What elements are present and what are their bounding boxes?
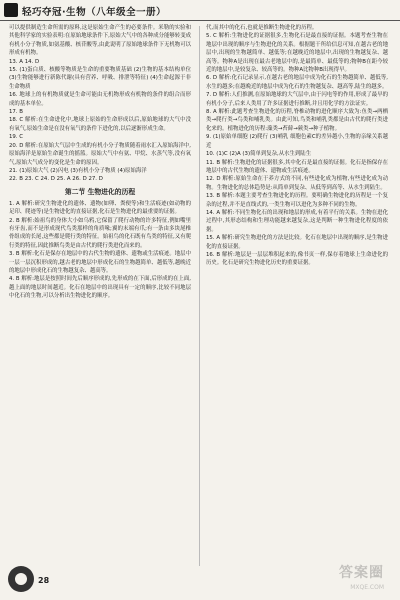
answer-paragraph: 13. A 14. D bbox=[9, 58, 40, 65]
watermark bbox=[298, 562, 394, 596]
answer-paragraph: 11. B 解析:生物进化的证据很多,其中化石是最直接的证据。化石是指保存在地层中的古代生物的遗体、遗物或生活痕迹。 bbox=[206, 159, 388, 174]
answer-paragraph: 代,而其中的化石,也就是推断生物进化的历程。 bbox=[206, 25, 318, 31]
book-title: 轻巧夺冠·生物（八年级全一册） bbox=[22, 7, 167, 18]
answer-paragraph: 16. B 解析:地层是一层层堆积起来的,像书页一样,保存着地球上生命进化的历史。化石是研究生物进化历史的重要证据。 bbox=[206, 251, 388, 267]
answer-paragraph: 5. C 解析:生物进化的证据很多,生物化石是最直接的证据。本题考查生物在地层中出现的顺序与生物进化的关系。根据题干所给信息可知,在越古老的地层中,出现的生物越简单、越低等;在越晚近的地层中,出现的生物越复杂、越高等。物种A是出现在最古老地层中的,是最简单、最低等的;物种B在距今较近的地层中,是较复杂、较高等的。物种A比物种B出现得早。 bbox=[206, 33, 388, 74]
answer-paragraph: 2. B 解析:始祖鸟的身体大小如乌鸦,它保留了爬行动物的许多特征,例如嘴里有牙齿,而不是形成现代鸟类那样的角质喙;翼的末端有爪;有一条由多块尾椎骨组成的长尾,这些都是爬行类的特征。始祖鸟的化石既有鸟类的特征,又有爬行类的特征,因此推断鸟类是由古代的爬行类进化而来的。 bbox=[9, 217, 191, 249]
answer-paragraph: 15. (1)蛋白质、核酸等物质是生命的重要物质基础 (2)生物的基本结构单位 (3)生物能够进行新陈代谢(具有营养、呼吸、排泄等特征) (4)生命起源于非生命物质 bbox=[9, 67, 191, 90]
answer-paragraph: 15. A 解析:研究生物进化的方法是比较。化石在地层中出现的顺序,是生物进化的直接证据。 bbox=[206, 235, 388, 250]
left-column bbox=[9, 24, 191, 568]
answer-paragraph: 16. 地球上的有机物质就是生命可能由无机物形成有机物的条件的组合而形成的基本单位。 bbox=[9, 92, 191, 107]
answer-paragraph: 7. D 解析:人们推测,在原始地球的大气层中,由于闪电等的作用,形成了最早的有机小分子,后来人类用了许多证据进行推断,并且用化学的方法证实。 bbox=[206, 92, 388, 107]
answer-paragraph: 10. (1)C (2)A (3)简单到复杂,从水生到陆生 bbox=[206, 151, 312, 158]
page-header bbox=[0, 0, 400, 22]
answer-paragraph: 18. C 解析:在生命进化中,地球上原始的生命形成以后,原始地球的大气中没有氧气,原始生命是在没有氧气的条件下进化的,以后逐渐形成生命。 bbox=[9, 117, 191, 132]
watermark-url: MXQE.COM bbox=[350, 584, 384, 591]
answer-paragraph: 22. B 23. C 24. D 25. A 26. D 27. D bbox=[9, 176, 103, 183]
answer-paragraph: 1. A 解析:研究生物进化的遗体、遗物(如卵、粪便等)和生活痕迹(如动物的足印、爬迹等)是生物进化的直接证据,化石是生物进化的最重要的证据。 bbox=[9, 200, 191, 216]
header-divider bbox=[0, 20, 400, 21]
answer-paragraph: 14. A 解析:不同生物化石的出现和地层的形成,有着平行的关系。生物在进化过程中,其形态结构和生理功能越来越复杂,这是判断一种生物进化程度的依据。 bbox=[206, 209, 388, 233]
answer-paragraph: 6. D 解析:化石记录显示,在越古老的地层中成为化石的生物越简单、越低等,水生的越多;在越晚近的地层中成为化石的生物越复杂、越高等,陆生的越多。 bbox=[206, 75, 388, 90]
answer-paragraph: 17. B bbox=[9, 109, 23, 116]
right-column bbox=[206, 24, 388, 568]
answer-paragraph: 4. B 解析:地层是按照时间先后顺序形成的,先形成的在下面,后形成的在上面,越上面的地层时间越近。化石在地层中的出现具有一定的顺序,比较不同地层中化石的生物,可以分析出生物进化的顺序。 bbox=[9, 276, 191, 300]
column-divider bbox=[199, 26, 200, 566]
answer-paragraph: 19. C bbox=[9, 134, 24, 141]
page-number: 28 bbox=[38, 576, 50, 585]
answer-paragraph: 13. B 解析:本题主要考查生物进化的历程。要明确生物进化的历程是一个复杂的过程,并不是直线式的,一类生物可以进化为多种不同的生物。 bbox=[206, 193, 388, 208]
answer-paragraph: 可以提供制造生命所需的原料,这是原始生命产生的必要条件。米勒的实验和其他科学家的实验表明:在原始地球条件下,原始大气中的各种成分能够转变成有机小分子物质,如氨基酸、核苷酸等,由此说明了原始地球条件下无机物可以形成有机物。 bbox=[9, 25, 191, 57]
page-corner-icon bbox=[8, 566, 34, 592]
answer-paragraph: 12. D 解析:原始生命在于养方式的不同,有些进化成为植物,有些进化成为动物。生物进化的总体趋势是:从简单到复杂、从低等到高等、从水生到陆生。 bbox=[206, 176, 388, 191]
answer-paragraph: 9. (1)原始单细胞 (2)爬行 (3)哺乳 细胞色素C的差异越小,生物的亲缘关系越近 bbox=[206, 134, 388, 149]
answer-paragraph: 21. (1)原始大气 (2)闪电 (3)有机小分子物质 (4)原始海洋 bbox=[9, 167, 147, 174]
section-heading: 第二节 生物进化的历程 bbox=[64, 187, 136, 196]
book-icon bbox=[4, 3, 18, 17]
watermark-logo-text: 答案圈 bbox=[339, 565, 384, 581]
answer-paragraph: 8. A 解析:此题考查生物进化的历程,脊椎动物的进化顺序大致为:鱼类→两栖类→爬行类→鸟类和哺乳类。由此可知,鸟类和哺乳类都是由古代的爬行类进化来的。植物进化的历程:藻类→苔藓→蕨类→种子植物。 bbox=[206, 109, 388, 132]
answer-paragraph: 20. D 解析:在原始大气层中生成的有机小分子物质随着雨水汇入原始海洋中,原始海洋是原始生命诞生的摇篮。原始大气中有氨、甲烷、水蒸气等,没有氧气,原始大气成分的变化是生命的原因。 bbox=[9, 142, 191, 166]
answer-paragraph: 3. B 解析:化石是保存在地层中的古代生物的遗体、遗物或生活痕迹。地层中一层一层沉积形成的,越古老的地层中形成化石的生物越简单、越低等,越晚近的地层中形成化石的生物越复杂、越高等。 bbox=[9, 251, 191, 274]
